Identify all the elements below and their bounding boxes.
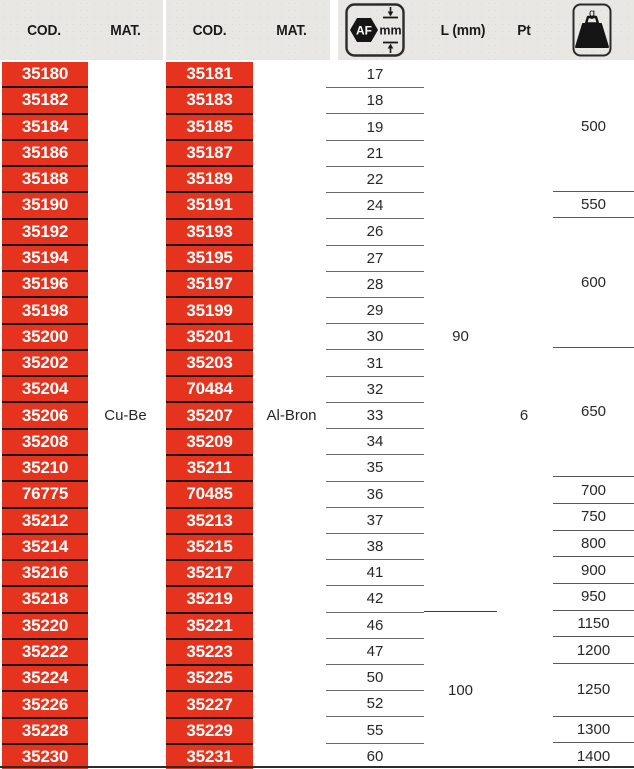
af-value-cell: 24 <box>326 193 424 219</box>
svg-text:mm: mm <box>379 23 402 38</box>
code-cell: 35190 <box>2 191 88 217</box>
code-cell: 35199 <box>166 296 253 322</box>
code-cell: 35195 <box>166 244 253 270</box>
weight-group-cell: 1200 <box>553 637 634 664</box>
header-cod2: COD. <box>192 21 227 39</box>
af-column <box>326 62 424 769</box>
code-cell: 76775 <box>2 480 88 506</box>
af-value-cell: 34 <box>326 429 424 455</box>
across-flats-mm-icon <box>345 0 405 60</box>
weight-group-cell: 750 <box>553 504 634 531</box>
weight-group-cell: 500 <box>553 62 634 192</box>
l-group-cell: 100 <box>447 682 474 700</box>
pt-column <box>497 62 551 769</box>
af-value-cell: 41 <box>326 560 424 586</box>
weight-group-cell: 700 <box>553 477 634 504</box>
code-cell: 35228 <box>2 717 88 743</box>
weight-group-cell: 1400 <box>576 747 611 765</box>
code-cell: 35188 <box>2 165 88 191</box>
af-value-cell: 42 <box>326 586 424 612</box>
cod-column-1 <box>2 62 88 769</box>
code-cell: 35186 <box>2 139 88 165</box>
weight-group-cell: 650 <box>553 348 634 478</box>
code-cell: 35185 <box>166 113 253 139</box>
af-value-cell: 28 <box>326 272 424 298</box>
af-value-cell: 19 <box>326 114 424 140</box>
code-cell: 35213 <box>166 507 253 533</box>
code-cell: 35201 <box>166 323 253 349</box>
code-cell: 35191 <box>166 191 253 217</box>
material-2-label: Al-Bron <box>266 407 317 424</box>
code-cell: 35202 <box>2 349 88 375</box>
weight-group-cell: 600 <box>553 218 634 348</box>
af-value-cell: 22 <box>326 167 424 193</box>
code-cell: 35219 <box>166 585 253 611</box>
svg-text:AF: AF <box>356 23 372 38</box>
code-cell: 35222 <box>2 638 88 664</box>
code-cell: 70485 <box>166 480 253 506</box>
code-cell: 35207 <box>166 401 253 427</box>
code-cell: 35229 <box>166 717 253 743</box>
af-value-cell: 50 <box>326 665 424 691</box>
code-cell: 35216 <box>2 559 88 585</box>
af-value-cell: 17 <box>326 62 424 88</box>
material-1-label: Cu-Be <box>104 407 147 424</box>
af-value-cell: 55 <box>326 717 424 743</box>
af-value-cell: 18 <box>326 88 424 114</box>
af-value-cell: 37 <box>326 508 424 534</box>
code-cell: 35184 <box>2 113 88 139</box>
cod-column-2 <box>166 62 253 769</box>
code-cell: 35206 <box>2 401 88 427</box>
weight-group-cell: 950 <box>553 584 634 611</box>
table-bottom-border <box>0 766 634 768</box>
weight-group-cell: 1150 <box>553 611 634 638</box>
code-cell: 35182 <box>2 86 88 112</box>
code-cell: 35198 <box>2 296 88 322</box>
code-cell: 35223 <box>166 638 253 664</box>
header-block-right <box>338 0 634 60</box>
af-value-cell: 35 <box>326 455 424 481</box>
code-cell: 35197 <box>166 270 253 296</box>
weight-group-cell: 900 <box>553 557 634 584</box>
code-cell: 35200 <box>2 323 88 349</box>
code-cell: 35226 <box>2 690 88 716</box>
header-cod1: COD. <box>27 21 61 39</box>
af-value-cell: 52 <box>326 691 424 717</box>
af-value-cell: 32 <box>326 377 424 403</box>
af-value-cell: 29 <box>326 298 424 324</box>
code-cell: 35221 <box>166 612 253 638</box>
weight-group-cell: 1300 <box>553 717 634 744</box>
af-value-cell: 26 <box>326 219 424 245</box>
code-cell: 35180 <box>2 62 88 86</box>
code-cell: 35192 <box>2 218 88 244</box>
code-cell: 35224 <box>2 664 88 690</box>
code-cell: 35218 <box>2 585 88 611</box>
code-cell: 35181 <box>166 62 253 86</box>
code-cell: 35194 <box>2 244 88 270</box>
mat-column-2 <box>253 62 330 769</box>
code-cell: 35215 <box>166 533 253 559</box>
af-value-cell: 31 <box>326 350 424 376</box>
weight-group-cell: 1250 <box>553 664 634 716</box>
af-value-cell: 60 <box>366 747 384 765</box>
mat-column-1 <box>88 62 163 769</box>
code-cell: 35203 <box>166 349 253 375</box>
header-block-left <box>0 0 163 60</box>
l-group-cell: 90 <box>424 62 497 612</box>
code-cell: 35193 <box>166 218 253 244</box>
code-cell: 35220 <box>2 612 88 638</box>
af-value-cell: 38 <box>326 534 424 560</box>
header-pt: Pt <box>517 21 531 39</box>
af-value-cell: 21 <box>326 141 424 167</box>
code-cell: 35231 <box>166 743 253 769</box>
code-cell: 35187 <box>166 139 253 165</box>
weight-group-cell: 550 <box>553 192 634 219</box>
header-mat2: MAT. <box>276 21 307 39</box>
af-value-cell: 30 <box>326 324 424 350</box>
af-value-cell: 36 <box>326 482 424 508</box>
code-cell: 35208 <box>2 428 88 454</box>
af-value-cell: 33 <box>326 403 424 429</box>
af-value-cell: 46 <box>326 613 424 639</box>
header-mat1: MAT. <box>110 21 141 39</box>
af-value-cell: 47 <box>326 639 424 665</box>
code-cell: 35204 <box>2 375 88 401</box>
header-length: L (mm) <box>440 21 486 39</box>
header-block-middle <box>166 0 330 60</box>
code-cell: 35227 <box>166 690 253 716</box>
code-cell: 35209 <box>166 428 253 454</box>
pt-value: 6 <box>519 407 529 424</box>
weight-group-cell: 800 <box>553 531 634 558</box>
code-cell: 35212 <box>2 507 88 533</box>
code-cell: 70484 <box>166 375 253 401</box>
weight-grams-icon <box>572 0 612 60</box>
code-cell: 35214 <box>2 533 88 559</box>
code-cell: 35183 <box>166 86 253 112</box>
code-cell: 35230 <box>2 743 88 769</box>
code-cell: 35211 <box>166 454 253 480</box>
af-value-cell: 27 <box>326 246 424 272</box>
code-cell: 35210 <box>2 454 88 480</box>
l-column <box>424 62 497 769</box>
code-cell: 35196 <box>2 270 88 296</box>
weight-column <box>553 62 634 769</box>
svg-text:g: g <box>588 7 596 20</box>
code-cell: 35217 <box>166 559 253 585</box>
code-cell: 35225 <box>166 664 253 690</box>
code-cell: 35189 <box>166 165 253 191</box>
